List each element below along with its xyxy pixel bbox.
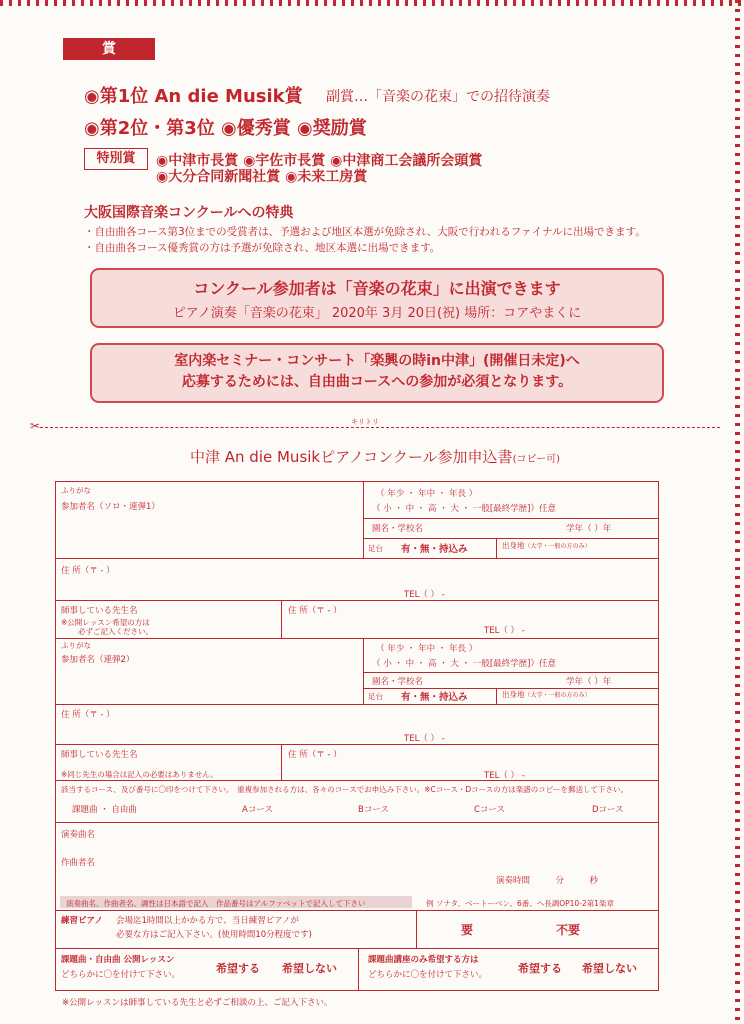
- course-option-piece-type[interactable]: 課題曲 ・ 自由曲: [72, 805, 137, 815]
- application-form: [55, 481, 659, 991]
- special-prize-label: 特別賞: [84, 148, 148, 170]
- practice-piano-text1: 会場迄1時間以上かかる方で、当日練習ピアノが: [116, 916, 300, 926]
- furigana-label-1: ふりがな: [61, 486, 91, 495]
- notation-example: 例 ソナタ、ベートーベン、6番、へ長調OP10-2第1楽章: [426, 899, 614, 908]
- participant2-label[interactable]: 参加者名（連弾2）: [61, 655, 135, 665]
- osaka-benefit-2: ・自由曲各コース優秀賞の方は予選が免除され、地区本選に出場できます。: [84, 242, 441, 254]
- teacher-label-1[interactable]: 師事している先生名: [61, 606, 138, 616]
- footrest-label-1: 足台: [368, 544, 383, 553]
- prize-header: 賞: [63, 38, 155, 60]
- cut-line: [40, 427, 720, 428]
- lesson2-label: 課題曲講座のみ希望する方は: [368, 955, 479, 965]
- footrest-label-2: 足台: [368, 692, 383, 701]
- footrest-options-2[interactable]: 有・無・持込み: [401, 692, 468, 703]
- other-prizes: ◉第2位・第3位 ◉優秀賞 ◉奨励賞: [84, 118, 367, 139]
- decorative-border-top: [0, 0, 744, 6]
- practice-piano-label: 練習ピアノ: [61, 916, 103, 926]
- concert-notice-detail: ピアノ演奏「音楽の花束」 2020年 3月 20日(祝) 場所：コアやまくに: [172, 306, 582, 321]
- school-label-2[interactable]: 園名・学校名: [372, 677, 424, 687]
- footrest-options-1[interactable]: 有・無・持込み: [401, 544, 468, 555]
- teacher-note-1b: 必ずご記入ください。: [78, 627, 153, 636]
- school-label-1[interactable]: 園名・学校名: [372, 524, 424, 534]
- piece-name-field[interactable]: 演奏曲名: [61, 830, 96, 840]
- teacher-address-1[interactable]: 住 所（〒 - ）: [288, 606, 342, 616]
- first-prize-extra: 副賞…「音楽の花束」での招待演奏: [326, 89, 550, 105]
- composer-field[interactable]: 作曲者名: [61, 858, 96, 868]
- furigana-label-2: ふりがな: [61, 641, 91, 650]
- concert-notice-box: [90, 268, 664, 328]
- seminar-notice-line2: 応募するためには、自由曲コースへの参加が必須となります。: [181, 374, 573, 390]
- teacher-tel-1[interactable]: TEL（ ） -: [484, 626, 525, 636]
- teacher-tel-2[interactable]: TEL（ ） -: [484, 771, 525, 781]
- form-title-main: 中津 An die Musikピアノコンクール参加申込書: [190, 448, 513, 466]
- course-option-b[interactable]: Bコース: [358, 805, 389, 815]
- tel-field-1[interactable]: TEL（ ） -: [404, 590, 445, 600]
- address-field-2[interactable]: 住 所（〒 - ）: [61, 710, 115, 720]
- osaka-benefit-1: ・自由曲各コース第3位までの受賞者は、予選および地区本選が免除され、大阪で行われるファイナルに出場できます。: [84, 226, 646, 238]
- address-field-1[interactable]: 住 所（〒 - ）: [61, 566, 115, 576]
- course-option-d[interactable]: Dコース: [592, 805, 624, 815]
- lesson-not-want-option[interactable]: 希望しない: [282, 962, 337, 975]
- footer-note: ※公開レッスンは師事している先生と必ずご相談の上、ご記入下さい。: [62, 998, 333, 1008]
- year-label-1[interactable]: 学年（ ）年: [566, 524, 612, 534]
- seminar-notice-line1: 室内楽セミナー・コンサート「楽興の時in中津」(開催日未定)へ: [174, 353, 580, 369]
- special-prizes-row2: ◉大分合同新聞社賞 ◉未来工房賞: [156, 169, 368, 185]
- notation-note: 演奏曲名、作曲者名、調性は日本語で記入 作品番号はアルファベットで記入して下さい: [66, 899, 366, 908]
- practice-piano-text2: 必要な方はご記入下さい。(使用時間10分程度です): [116, 930, 312, 940]
- tel-field-2[interactable]: TEL（ ） -: [404, 734, 445, 744]
- course-option-c[interactable]: Cコース: [474, 805, 506, 815]
- scissors-icon: ✂: [30, 419, 41, 433]
- lesson2-not-want-option[interactable]: 希望しない: [582, 962, 637, 975]
- lesson2-want-option[interactable]: 希望する: [518, 962, 562, 975]
- lesson2-sub: どちらかに〇を付けて下さい。: [368, 970, 488, 980]
- courses-note: 該当するコース、及び番号に〇印をつけて下さい。 重複参加される方は、各々のコースでお申込み下さい。※Cコース・Dコースの方は楽譜のコピーを郵送して下さい。: [61, 785, 628, 794]
- concert-notice-title: コンクール参加者は「音楽の花束」に出演できます: [193, 279, 561, 298]
- year-label-2[interactable]: 学年（ ）年: [566, 677, 612, 687]
- lesson-label: 課題曲・自由曲 公開レッスン: [61, 955, 175, 965]
- course-option-a[interactable]: Aコース: [242, 805, 273, 815]
- form-title: [190, 446, 560, 467]
- performance-time-field[interactable]: 演奏時間 分 秒: [496, 876, 599, 886]
- grade-options-2b[interactable]: （ 小 ・ 中 ・ 高 ・ 大 ・ 一般[最終学歴]）任意: [372, 659, 556, 669]
- grade-options-1b[interactable]: （ 小 ・ 中 ・ 高 ・ 大 ・ 一般[最終学歴]）任意: [372, 504, 556, 514]
- practice-need-option[interactable]: 要: [461, 923, 474, 937]
- first-prize: ◉第1位 An die Musik賞: [84, 86, 303, 107]
- form-title-note: (コピー可): [512, 454, 560, 465]
- grade-options-2a[interactable]: （ 年少 ・ 年中 ・ 年長 ）: [376, 644, 478, 654]
- birthplace-label-1[interactable]: 出身地（大学・一般の方のみ）: [502, 541, 591, 550]
- birthplace-label-2[interactable]: 出身地（大学・一般の方のみ）: [502, 690, 591, 699]
- teacher-address-2[interactable]: 住 所（〒 - ）: [288, 750, 342, 760]
- participant1-label[interactable]: 参加者名（ソロ・連弾1）: [61, 502, 160, 512]
- special-prizes-row1: ◉中津市長賞 ◉宇佐市長賞 ◉中津商工会議所会頭賞: [156, 153, 483, 169]
- teacher-label-2[interactable]: 師事している先生名: [61, 750, 138, 760]
- practice-no-need-option[interactable]: 不要: [556, 923, 581, 937]
- teacher-note-1a: ※公開レッスン希望の方は: [61, 618, 150, 627]
- lesson-want-option[interactable]: 希望する: [216, 962, 260, 975]
- decorative-border-right: [735, 0, 740, 1024]
- osaka-benefits-title: 大阪国際音楽コンクールへの特典: [84, 205, 294, 221]
- seminar-notice-box: [90, 343, 664, 403]
- grade-options-1a[interactable]: （ 年少 ・ 年中 ・ 年長 ）: [376, 489, 478, 499]
- cut-label: キリトリ: [348, 417, 382, 427]
- lesson-sub: どちらかに〇を付けて下さい。: [61, 970, 181, 980]
- teacher-note-2: ※同じ先生の場合は記入の必要はありません。: [61, 770, 218, 779]
